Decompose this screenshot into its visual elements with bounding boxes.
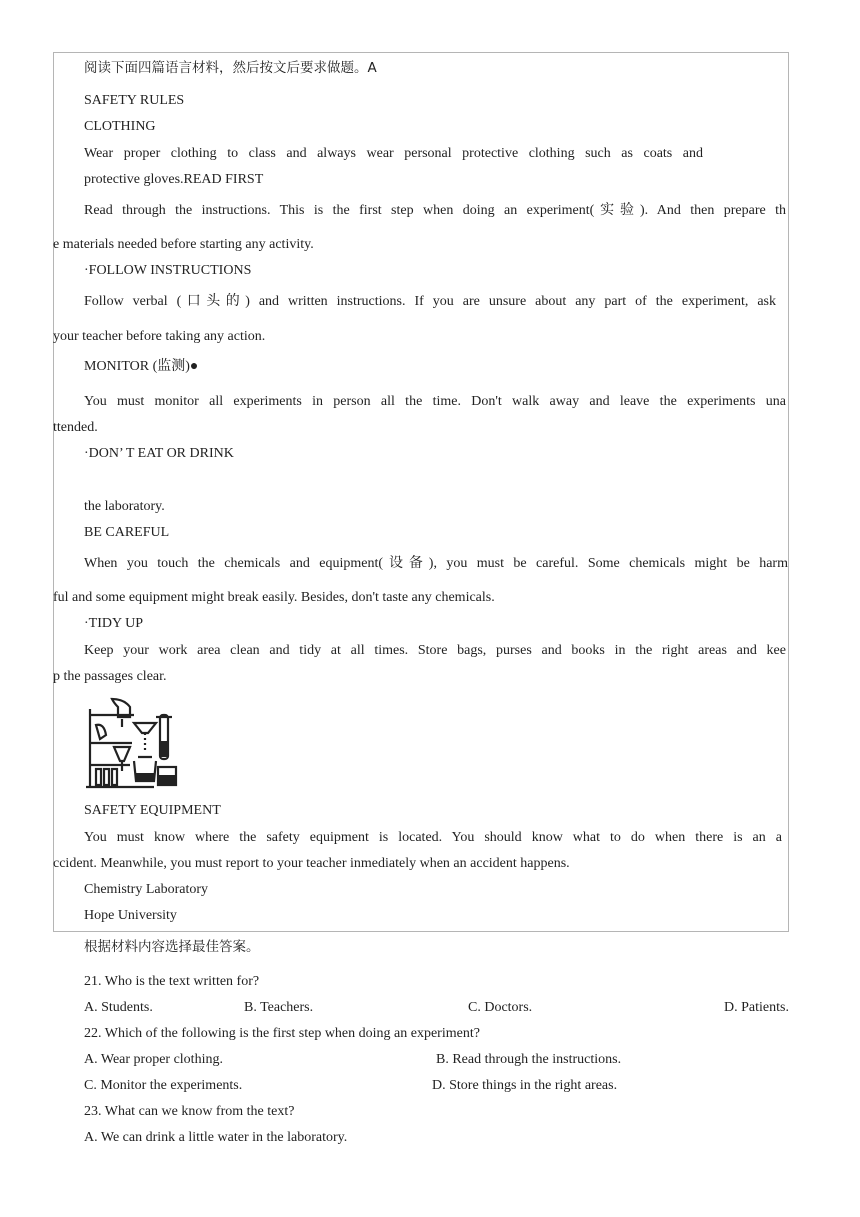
monitor-text-line-2: ttended. (53, 420, 98, 435)
question-23-stem: 23. What can we know from the text? (84, 1104, 295, 1119)
question-22-option-c: C. Monitor the experiments. (84, 1078, 243, 1093)
questions-instruction: 根据材料内容选择最佳答案。 (84, 939, 260, 955)
dont-eat-heading: ·DON’ T EAT OR DRINK (84, 446, 234, 461)
question-21-option-a: A. Students. (84, 1000, 153, 1015)
clothing-heading: CLOTHING (84, 119, 156, 134)
question-21-stem: 21. Who is the text written for? (84, 974, 260, 989)
passage-instruction: 阅读下面四篇语言材料，然后按文后要求做题。A (84, 60, 377, 76)
question-22-option-a: A. Wear proper clothing. (84, 1052, 223, 1067)
question-21-option-b: B. Teachers. (244, 1000, 314, 1015)
tidy-text-line-2: p the passages clear. (53, 669, 167, 684)
question-21-option-c: C. Doctors. (468, 1000, 533, 1015)
tidy-text-line-1: Keep your work area clean and tidy at all times. Store bags, purses and books in the right areas and kee (84, 643, 786, 658)
dont-eat-text: the laboratory. (84, 499, 165, 514)
passage-title: SAFETY RULES (84, 93, 185, 108)
monitor-text-line-1: You must monitor all experiments in person all the time. Don't walk away and leave the experiments una (84, 394, 786, 409)
question-22-option-b: B. Read through the instructions. (436, 1052, 622, 1067)
careful-text-line-2: ful and some equipment might break easily. Besides, don't taste any chemicals. (53, 590, 495, 605)
clothing-text-line-2: protective gloves.READ FIRST (84, 172, 264, 187)
signature-line-2: Hope University (84, 908, 177, 923)
question-22-stem: 22. Which of the following is the first step when doing an experiment? (84, 1026, 480, 1041)
read-first-text-line-2: e materials needed before starting any activity. (53, 237, 314, 252)
careful-text-line-1: When you touch the chemicals and equipment(设备), you must be careful. Some chemicals might be harm (84, 556, 788, 571)
question-23-option-a: A. We can drink a little water in the laboratory. (84, 1130, 348, 1145)
clothing-text-line-1: Wear proper clothing to class and always wear personal protective clothing such as coats and (84, 146, 703, 161)
read-first-text-line-1: Read through the instructions. This is the first step when doing an experiment(实验). And then prepare th (84, 203, 786, 218)
follow-text-line-1: Follow verbal (口头的) and written instructions. If you are unsure about any part of the experiment, ask (84, 294, 776, 309)
monitor-heading: MONITOR (监测)● (84, 359, 199, 374)
equipment-text-line-2: ccident. Meanwhile, you must report to your teacher inmediately when an accident happens. (53, 856, 570, 871)
follow-text-line-2: your teacher before taking any action. (53, 329, 266, 344)
question-22-option-d: D. Store things in the right areas. (432, 1078, 618, 1093)
be-careful-heading: BE CAREFUL (84, 525, 170, 540)
equipment-text-line-1: You must know where the safety equipment is located. You should know what to do when there is an a (84, 830, 782, 845)
signature-line-1: Chemistry Laboratory (84, 882, 209, 897)
safety-equipment-heading: SAFETY EQUIPMENT (84, 803, 221, 818)
follow-instructions-heading: ·FOLLOW INSTRUCTIONS (84, 263, 252, 278)
question-21-option-d: D. Patients. (724, 1000, 789, 1015)
tidy-up-heading: ·TIDY UP (84, 616, 143, 631)
lab-equipment-icon (84, 695, 182, 791)
